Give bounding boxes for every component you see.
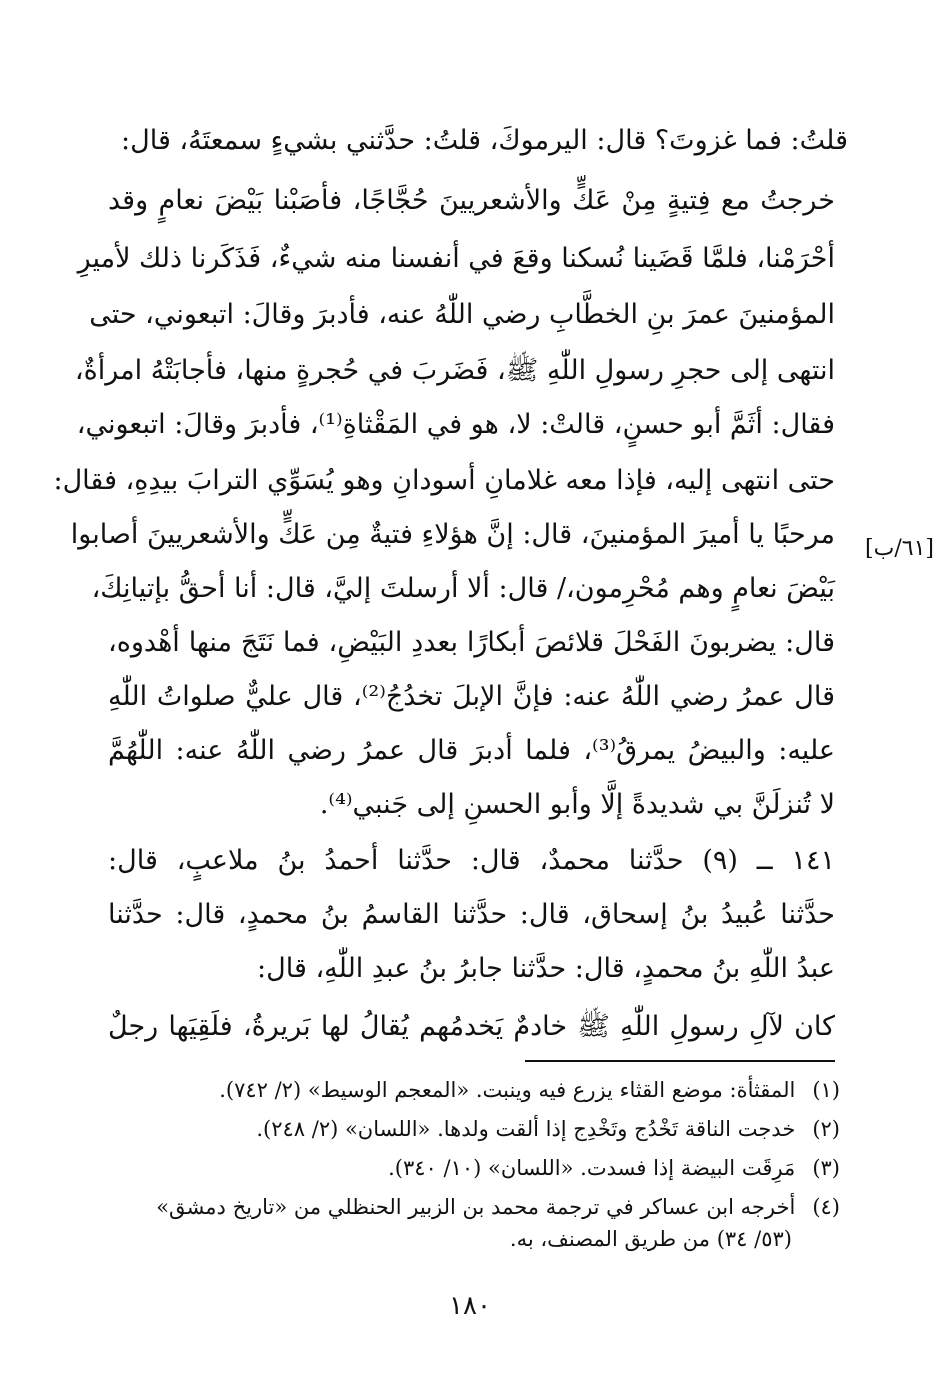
body-line-9: بَيْضَ نعامٍ وهم مُحْرِمون،/ قال: ألا أرسلتَ إليَّ، قال: أنا أحقُّ بإتيانِكَ،	[91, 573, 835, 604]
body-line-4: المؤمنينَ عمرَ بنِ الخطَّابِ رضي اللّٰهُ عنه، فأدبرَ وقالَ: اتبعوني، حتى	[89, 299, 835, 330]
footnote-number: (٣)	[812, 1156, 840, 1180]
footnote-text: المقثأة: موضع القثاء يزرع فيه وينبت. «المعجم الوسيط» (٢/ ٧٤٢).	[219, 1078, 796, 1102]
footnote-1	[100, 1073, 840, 1107]
footnote-3	[100, 1151, 840, 1185]
footnote-text: خدجت الناقة تَخْدُج وتَخْدِج إذا ألقت ولدها. «اللسان» (٢/ ٢٤٨).	[256, 1117, 796, 1141]
body-line-2: خرجتُ مع فِتيةٍ مِنْ عَكٍّ والأشعريينَ حُجَّاجًا، فأصَبْنا بَيْضَ نعامٍ وقد	[108, 185, 835, 216]
footnote-separator	[525, 1060, 835, 1062]
body-line-5: انتهى إلى حجرِ رسولِ اللّٰهِ ﷺ، فَضَربَ في حُجرةٍ منها، فأجابَتْهُ امرأةٌ،	[74, 355, 835, 386]
footnote-number: (١)	[812, 1078, 840, 1102]
body-line-3: أحْرَمْنا، فلمَّا قَضَينا نُسكنا وقعَ في أنفسنا منه شيءٌ، فَذَكَرنا ذلك لأميرِ	[77, 243, 835, 274]
body-line-11: قال عمرُ رضي اللّٰهُ عنه: فإنَّ الإبلَ تخدُجُ⁽²⁾، قال عليٌّ صلواتُ اللّٰهِ	[108, 681, 835, 712]
manuscript-folio-reference: [٦١/ب]	[865, 536, 934, 561]
body-line-6: فقال: أثَمَّ أبو حسنٍ، قالتْ: لا، هو في المَقْثاةِ⁽¹⁾، فأدبرَ وقالَ: اتبعوني،	[76, 409, 835, 440]
footnote-4-continuation: (٥٣/ ٣٤) من طريق المصنف، به.	[509, 1227, 792, 1251]
footnote-text: أخرجه ابن عساكر في ترجمة محمد بن الزبير الحنظلي من «تاريخ دمشق»	[156, 1195, 796, 1219]
footnote-number: (٤)	[812, 1195, 840, 1219]
body-line-1: قلتُ: فما غزوتَ؟ قال: اليرموكَ، قلتُ: حدَّثني بشيءٍ سمعتَهُ، قال:	[121, 125, 848, 156]
hadith-141-line-3: عبدُ اللّٰهِ بنُ محمدٍ، قال: حدَّثنا جابرُ بنُ عبدِ اللّٰهِ، قال:	[257, 953, 835, 984]
footnote-text: مَرِقَت البيضة إذا فسدت. «اللسان» (١٠/ ٣٤٠).	[388, 1156, 796, 1180]
hadith-141-line-4: كان لآلِ رسولِ اللّٰهِ ﷺ خادمٌ يَخدمُهم يُقالُ لها بَريرةُ، فلَقِيَها رجلٌ	[108, 1011, 835, 1042]
footnote-number: (٢)	[812, 1117, 840, 1141]
page-number: ١٨٠	[449, 1291, 491, 1321]
footnote-2	[100, 1112, 840, 1146]
body-line-10: قال: يضربونَ الفَحْلَ قلائصَ أبكارًا بعددِ البَيْضِ، فما نَتَجَ منها أهْدوه،	[108, 627, 835, 658]
body-line-7: حتى انتهى إليه، فإذا معه غلامانِ أسودانِ وهو يُسَوِّي الترابَ بيدِهِ، فقال:	[53, 465, 835, 496]
hadith-141-line-2: حدَّثنا عُبيدُ بنُ إسحاق، قال: حدَّثنا القاسمُ بنُ محمدٍ، قال: حدَّثنا	[108, 899, 835, 930]
body-line-13: لا تُنزلَنَّ بي شديدةً إلَّا وأبو الحسنِ إلى جَنبي⁽⁴⁾.	[319, 789, 835, 820]
hadith-141-line-1: ١٤١ ــ (٩) حدَّثنا محمدٌ، قال: حدَّثنا أحمدُ بنُ ملاعبٍ، قال:	[108, 845, 835, 876]
footnote-4	[100, 1190, 840, 1224]
body-line-12: عليه: والبيضُ يمرقُ⁽³⁾، فلما أدبرَ قال عمرُ رضي اللّٰهُ عنه: اللّٰهُمَّ	[108, 735, 835, 766]
body-line-8: مرحبًا يا أميرَ المؤمنينَ، قال: إنَّ هؤلاءِ فتيةٌ مِن عَكٍّ والأشعريينَ أصابوا	[70, 519, 835, 550]
